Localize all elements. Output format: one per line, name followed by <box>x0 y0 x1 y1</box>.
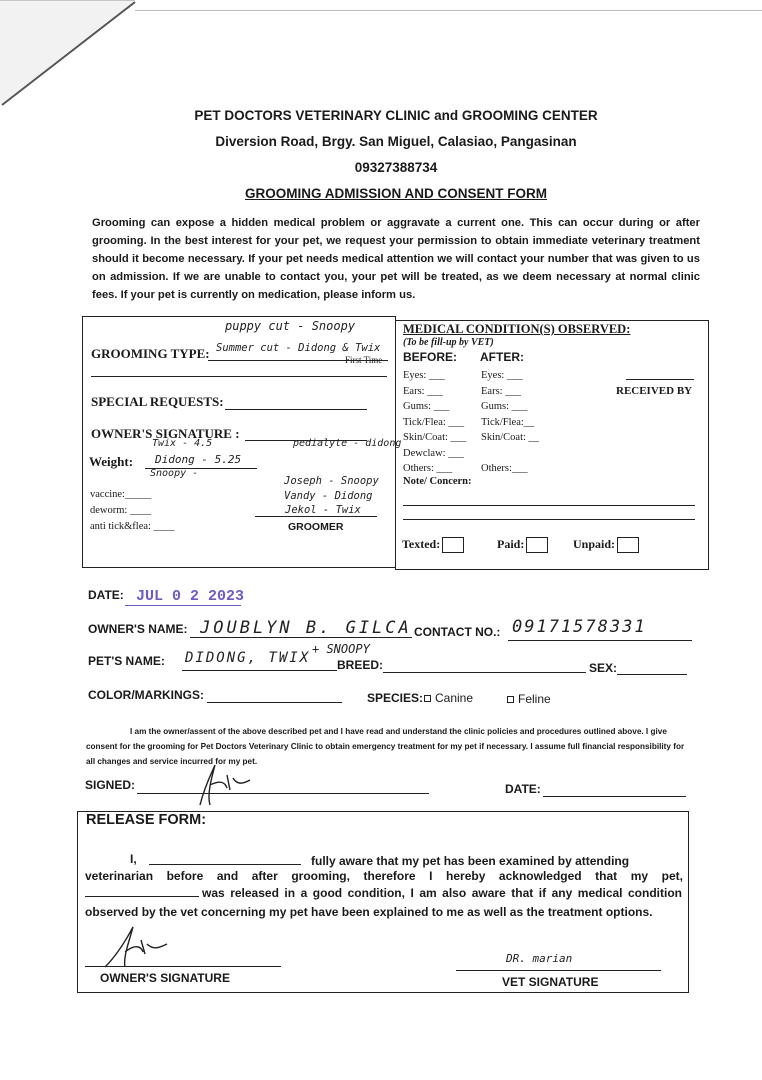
contact-label: CONTACT NO.: <box>414 625 501 639</box>
pet-name-line <box>182 670 337 671</box>
owner-name-label: OWNER'S NAME: <box>88 622 188 636</box>
paid-checkbox[interactable] <box>526 537 548 553</box>
weight-hand-twix: Twix - 4.5 <box>152 438 213 449</box>
before-item: Ears: ___ <box>403 385 443 397</box>
vet-sig-line <box>456 970 661 971</box>
canine-checkbox[interactable] <box>424 695 431 702</box>
after-item: Skin/Coat: __ <box>481 432 540 443</box>
after-list <box>481 368 539 477</box>
breed-label: BREED: <box>337 658 384 672</box>
grooming-type-line-2 <box>91 376 387 377</box>
signed-label: SIGNED: <box>85 778 136 792</box>
clinic-address: Diversion Road, Brgy. San Miguel, Calasiao, Pangasinan <box>215 134 577 149</box>
date-stamp: JUL 0 2 2023 <box>136 588 245 605</box>
after-label: AFTER: <box>480 350 524 364</box>
vet-name-handwriting: DR. marian <box>506 952 573 965</box>
special-requests-line <box>225 409 367 410</box>
before-item: Tick/Flea: ___ <box>403 416 465 428</box>
weight-label: Weight: <box>89 454 134 469</box>
unpaid-field[interactable] <box>573 537 639 553</box>
breed-line <box>383 672 586 673</box>
release-owner-sig-label: OWNER'S SIGNATURE <box>100 971 230 985</box>
vet-sig-label: VET SIGNATURE <box>502 975 599 989</box>
species-label: SPECIES: <box>367 691 424 705</box>
after-item: Eyes: ___ <box>481 370 523 381</box>
form-title: GROOMING ADMISSION AND CONSENT FORM <box>245 186 547 201</box>
paid-label: Paid: <box>497 537 525 551</box>
deworm-label: deworm: ____ <box>90 505 151 516</box>
release-line1-a: I, <box>130 852 137 866</box>
grooming-type-label: GROOMING TYPE: <box>91 346 210 361</box>
feline-checkbox[interactable] <box>507 696 514 703</box>
before-item: Dewclaw: ___ <box>403 447 464 459</box>
received-by-label: RECEIVED BY <box>616 385 693 397</box>
pedialyte-note: pedialyte - didong <box>293 438 402 449</box>
release-name-line <box>149 864 301 865</box>
color-label: COLOR/MARKINGS: <box>88 688 204 702</box>
after-item: Ears: ___ <box>481 385 521 397</box>
before-item: Gums: ___ <box>403 401 450 412</box>
note-line-1 <box>403 505 695 506</box>
texted-checkbox[interactable] <box>442 537 464 553</box>
sex-label: SEX: <box>589 661 618 675</box>
groomer-hand-jekol: Jekol - Twix <box>285 504 361 516</box>
signed-line <box>137 793 429 794</box>
release-line1-b: fully aware that my pet has been examined by attending <box>311 854 630 868</box>
medical-title: MEDICAL CONDITION(S) OBSERVED: <box>403 322 631 336</box>
texted-field[interactable] <box>402 537 464 553</box>
owner-name-line <box>190 637 412 638</box>
owner-name-value: JOUBLYN B. GILCA <box>200 618 412 638</box>
received-by-line <box>626 379 694 380</box>
groomer-label: GROOMER <box>288 521 344 533</box>
before-item: Others: ___ <box>403 463 453 474</box>
clinic-name: PET DOCTORS VETERINARY CLINIC and GROOMING CENTER <box>194 108 598 123</box>
release-line3: was released in a good condition, I am also aware that if any medical condition <box>202 886 682 900</box>
date-label: DATE: <box>88 588 124 602</box>
contact-value: 09171578331 <box>512 617 647 637</box>
date2-label: DATE: <box>505 782 541 796</box>
special-requests-label: SPECIAL REQUESTS: <box>91 394 224 409</box>
date2-line <box>543 796 686 797</box>
feline-option[interactable] <box>507 692 551 706</box>
folded-corner <box>0 0 140 110</box>
color-line <box>207 702 342 703</box>
grooming-type-handwriting-1: puppy cut - Snoopy <box>225 319 356 333</box>
clinic-phone: 09327388734 <box>354 160 438 175</box>
owner-signature-mark <box>185 760 265 810</box>
release-owner-signature-mark <box>95 922 185 972</box>
unpaid-checkbox[interactable] <box>617 537 639 553</box>
canine-option[interactable] <box>424 691 473 705</box>
weight-hand-snoopy: Snoopy - <box>150 468 199 479</box>
before-list <box>403 368 466 477</box>
consent-paragraph: I am the owner/assent of the above described pet and I have read and understand the clinic policies and procedures outlined above. I give consent for the grooming for Pet Doctors Veterinary Clinic to obtain emergency treatment for my pet if necessary. I assume full financial responsibility for all changes and service incurred for my pet. <box>86 727 685 766</box>
paid-field[interactable] <box>497 537 548 553</box>
release-pet-line <box>85 896 199 897</box>
note-line-2 <box>403 519 695 520</box>
vaccine-label: vaccine:_____ <box>90 489 152 500</box>
release-line2: veterinarian before and after grooming, therefore I hereby acknowledged that my pet, <box>85 869 683 883</box>
weight-hand-didong: Didong - 5.25 <box>155 453 242 466</box>
canine-label: Canine <box>435 691 474 705</box>
before-item: Eyes: ___ <box>403 370 445 381</box>
pet-name-label: PET'S NAME: <box>88 654 165 668</box>
feline-label: Feline <box>518 692 551 706</box>
before-label: BEFORE: <box>403 350 457 364</box>
note-label: Note/ Concern: <box>403 476 472 487</box>
groomer-hand-vandy: Vandy - Didong <box>284 490 373 502</box>
unpaid-label: Unpaid: <box>573 537 616 551</box>
after-item: Tick/Flea:__ <box>481 416 535 428</box>
groomer-line <box>255 516 377 517</box>
pet-name-extra: + SNOOPY <box>312 642 370 656</box>
texted-label: Texted: <box>402 537 441 551</box>
release-owner-line <box>85 966 281 967</box>
after-item <box>481 446 539 462</box>
release-title: RELEASE FORM: <box>86 812 207 828</box>
anti-tick-label: anti tick&flea: ____ <box>90 521 175 532</box>
release-line4: observed by the vet concerning my pet have been explained to me as well as the treatment options. <box>85 905 653 919</box>
groomer-hand-joseph: Joseph - Snoopy <box>284 475 379 487</box>
medical-subtitle: (To be fill-up by VET) <box>403 337 494 348</box>
date-line <box>125 605 241 606</box>
contact-line <box>508 640 692 641</box>
after-item: Gums: ___ <box>481 401 528 412</box>
sex-line <box>617 674 687 675</box>
owner-signature-label: OWNER'S SIGNATURE : <box>91 426 240 441</box>
grooming-type-handwriting-2: Summer cut - Didong & Twix <box>216 342 381 354</box>
pet-name-value: DIDONG, TWIX <box>185 650 311 666</box>
intro-paragraph: Grooming can expose a hidden medical problem or aggravate a current one. This can occur during or after grooming. In the best interest for your pet, we request your permission to obtain immediate veterinary treatment should it become necessary. If your pet needs medical attention we will contact your number that was given to us on admission. If we are unable to contact you, your pet will be treated, as we deem necessary at normal clinic fees. If your pet is currently on medication, please inform us. <box>92 217 700 301</box>
first-time-label: First Time <box>345 355 383 365</box>
before-item: Skin/Coat: ___ <box>403 432 467 443</box>
after-item: Others:___ <box>481 463 528 474</box>
top-edge-line <box>135 10 762 11</box>
